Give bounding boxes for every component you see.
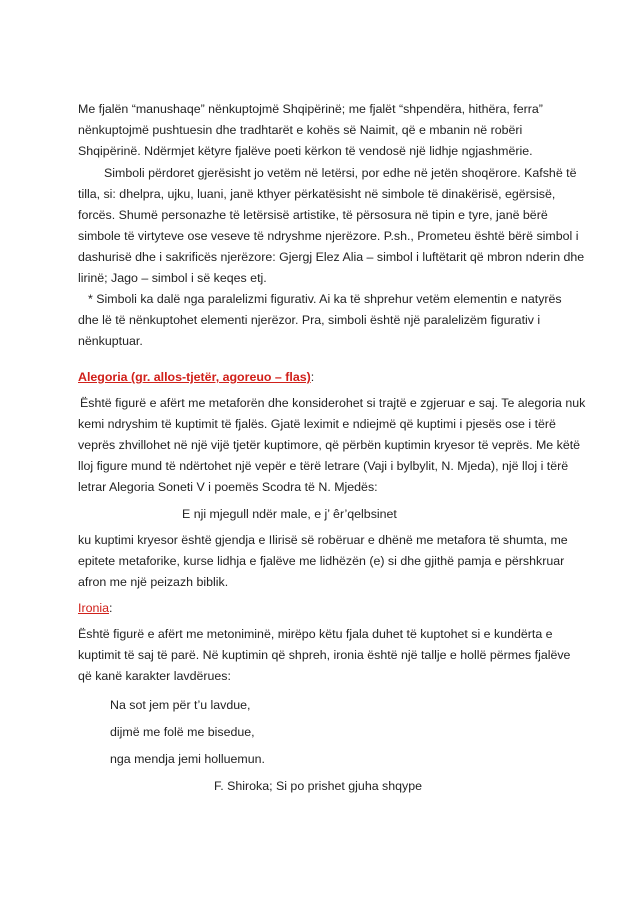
- paragraph-line: simbole të virtyteve ose veseve të ndryshme njerëzore. P.sh., Prometeu është bërë simbol i: [78, 229, 579, 243]
- paragraph-line: veprës zhvillohet në një vijë tjetër kuptimore, që përbën kuptimin kryesor të veprës. Me këtë: [78, 438, 581, 452]
- paragraph-line: kuptimit të saj të parë. Në kuptimin që shpreh, ironia është një tallje e hollë përmes fjalëve: [78, 648, 571, 662]
- poem-line: nga mendja jemi holluemun.: [110, 752, 265, 766]
- paragraph-line: * Simboli ka dalë nga paralelizmi figurativ. Ai ka të shprehur vetëm elementin e natyrës: [88, 292, 562, 306]
- paragraph-line: forcës. Shumë personazhe të letërsisë artistike, të përsosura në tipin e tyre, janë bërë: [78, 208, 548, 222]
- heading-colon: :: [310, 370, 315, 384]
- paragraph-line: nënkuptojmë pushtuesin dhe tradhtarët e kohës së Naimit, që e mbanin në robëri: [78, 123, 523, 137]
- quote-line: E nji mjegull ndër male, e j’ êr’qelbsinet: [182, 507, 397, 521]
- paragraph-line: Me fjalën “manushaqe” nënkuptojmë Shqipërinë; me fjalët “shpendëra, hithëra, ferra”: [78, 102, 543, 116]
- attribution: F. Shiroka; Si po prishet gjuha shqype: [214, 779, 423, 793]
- paragraph-line: lloj figure mund të ndërtohet një vepër e tërë letrare (Vaji i bylbylit, N. Mjeda), një lloj i tërë: [78, 459, 569, 473]
- paragraph-line: afron me një peizazh biblik.: [78, 575, 229, 589]
- poem-line: dijmë me folë me bisedue,: [110, 725, 255, 739]
- paragraph-line: ku kuptimi kryesor është gjendja e Ilirisë së robëruar e dhënë me metafora të shumta, me: [78, 533, 568, 547]
- paragraph-line: kemi ndryshim të kuptimit të fjalës. Gjatë leximit e ndiejmë që kuptimi i pjesës ose i tërë: [78, 417, 556, 431]
- heading-colon: :: [109, 601, 113, 615]
- section-heading-ironia: [78, 598, 112, 618]
- alegoria-heading-text: Alegoria (gr. allos-tjetër, agoreuo – flas): [78, 370, 311, 384]
- ironia-heading-text: Ironia: [78, 601, 109, 615]
- paragraph-line: Është figurë e afërt me metaforën dhe konsiderohet si trajtë e zgjeruar e saj. Te alegoria nuk: [80, 396, 586, 410]
- section-heading-alegoria: [78, 367, 314, 387]
- paragraph-line: Simboli përdoret gjerësisht jo vetëm në letërsi, por edhe në jetën shoqërore. Kafshë të: [104, 166, 577, 180]
- paragraph-line: që kanë karakter lavdërues:: [78, 669, 231, 683]
- paragraph-line: epitete metaforike, kurse lidhja e fjalëve me lidhëzën (e) si dhe gjithë pamja e përshkruar: [78, 554, 565, 568]
- paragraph-line: lirinë; Jago – simbol i së keqes etj.: [78, 271, 267, 285]
- paragraph-line: tilla, si: dhelpra, ujku, luani, janë kthyer përkatësisht në simbole të dinakërisë, egërsisë,: [78, 187, 556, 201]
- paragraph-line: dhe lë të nënkuptohet elementi njerëzor. Pra, simboli është një paralelizëm figurativ i: [78, 313, 541, 327]
- paragraph-line: dashurisë dhe i sakrificës njerëzore: Gjergj Elez Alia – simbol i luftëtarit që mbron nderin dhe: [78, 250, 585, 264]
- paragraph-line: letrar Alegoria Soneti V i poemës Scodra të N. Mjedës:: [78, 480, 378, 494]
- poem-line: Na sot jem për t’u lavdue,: [110, 698, 251, 712]
- paragraph-line: Është figurë e afërt me metoniminë, mirëpo këtu fjala duhet të kuptohet si e kundërta e: [78, 627, 553, 641]
- paragraph-line: nënkuptuar.: [78, 334, 143, 348]
- paragraph-line: Shqipërinë. Ndërmjet këtyre fjalëve poeti kërkon të vendosë një lidhje ngjashmërie.: [78, 144, 533, 158]
